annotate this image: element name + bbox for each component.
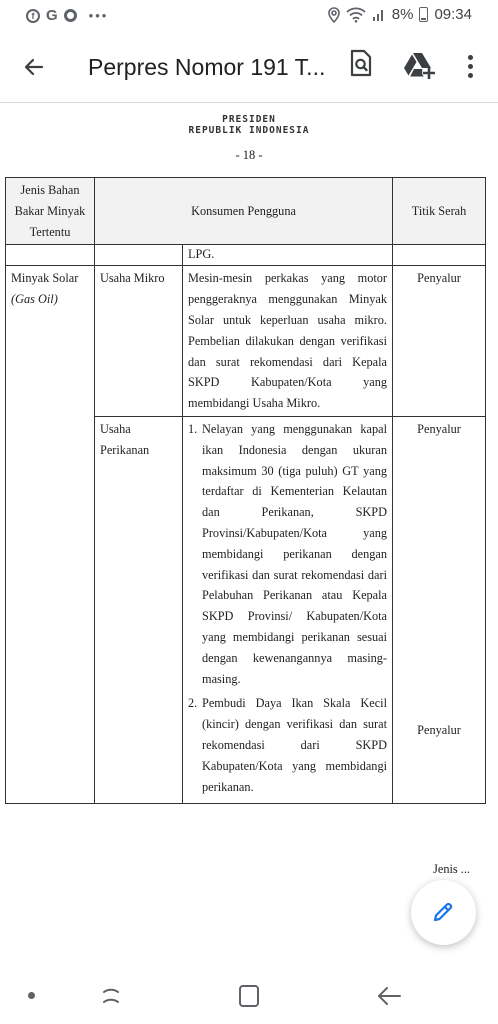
header-jenis: Jenis Bahan Bakar Minyak Tertentu xyxy=(6,178,95,245)
letterhead-republic: REPUBLIK INDONESIA xyxy=(188,125,310,136)
fuel-alias: (Gas Oil) xyxy=(11,292,58,307)
consumer-usaha-perikanan: Usaha Perikanan xyxy=(95,416,183,803)
facebook-icon: f xyxy=(26,9,40,23)
more-options-button[interactable] xyxy=(458,49,482,83)
nav-back-button[interactable] xyxy=(376,984,402,1008)
overflow-dots: ••• xyxy=(88,8,109,23)
header-titik-serah: Titik Serah xyxy=(393,178,486,245)
fuel-table xyxy=(5,177,486,804)
g-icon: G xyxy=(46,7,58,24)
find-in-page-icon xyxy=(348,49,374,77)
find-in-page-button[interactable] xyxy=(348,49,376,79)
nav-dot-indicator xyxy=(28,992,35,999)
system-nav-bar xyxy=(0,968,498,1024)
table-header-row xyxy=(6,178,486,245)
carryover-text: LPG. xyxy=(183,245,393,266)
continuation-text: Jenis ... xyxy=(433,862,470,876)
list-item: 2. Pembudi Daya Ikan Skala Kecil (kincir) dengan verifikasi dan surat rekomendasi dari SKPD Kabupaten/Kota yang membidangi perikanan. xyxy=(188,696,388,794)
desc-usaha-perikanan xyxy=(183,416,393,803)
status-right xyxy=(328,6,472,23)
table-row-carryover xyxy=(6,245,486,266)
status-bar xyxy=(0,0,498,32)
clock: 09:34 xyxy=(434,6,472,23)
add-to-drive-icon xyxy=(403,50,437,80)
add-to-drive-button[interactable] xyxy=(403,50,437,80)
back-arrow-icon xyxy=(22,55,46,79)
nav-back-icon xyxy=(376,984,402,1008)
header-konsumen: Konsumen Pengguna xyxy=(95,178,393,245)
document-title: Perpres Nomor 191 T... xyxy=(88,54,326,80)
titik-usaha-perikanan: Penyalur Penyalur xyxy=(393,416,486,803)
perikanan-list xyxy=(188,419,387,797)
home-button[interactable] xyxy=(239,985,259,1007)
recents-button[interactable] xyxy=(100,986,122,1006)
edit-fab-button[interactable] xyxy=(411,880,476,945)
fuel-name: Minyak Solar xyxy=(11,271,79,286)
list-item: 1. Nelayan yang menggunakan kapal ikan Indonesia dengan ukuran maksimum 30 (tiga puluh) GT yang terdaftar di Kementerian Kelautan dan Perikanan, SKPD Provinsi/Kabupaten/Kota yang membidangi perikanan dengan verifikasi dan surat rekomendasi dari Pelabuhan Perikanan atau Kepala SKPD Provinsi/ Kabupaten/Kota yang membidangi perikanan sesuai dengan kewenangannya masing-masing. xyxy=(188,421,388,686)
fuel-cell xyxy=(6,266,95,804)
battery-percent: 8% xyxy=(391,6,414,23)
notification-icon xyxy=(64,9,77,22)
recents-icon xyxy=(100,986,122,1006)
app-bar xyxy=(0,32,498,103)
back-button[interactable] xyxy=(16,50,52,84)
titik-usaha-mikro: Penyalur xyxy=(393,266,486,417)
wifi-icon xyxy=(346,7,366,23)
page-number: - 18 - xyxy=(235,148,263,162)
more-vertical-icon xyxy=(468,55,473,60)
desc-usaha-mikro: Mesin-mesin perkakas yang motor penggeraknya menggunakan Minyak Solar untuk keperluan usaha mikro. Pembelian dilakukan dengan verifikasi dan surat rekomendasi dari Kepala SKPD Kabupaten/Kota yang membidangi Usaha Mikro. xyxy=(183,266,393,417)
consumer-usaha-mikro: Usaha Mikro xyxy=(95,266,183,417)
document-page xyxy=(0,103,498,983)
location-icon xyxy=(328,7,340,23)
status-left xyxy=(26,7,108,24)
edit-pencil-icon xyxy=(431,900,455,924)
signal-icon xyxy=(372,7,386,22)
battery-icon xyxy=(419,7,428,22)
letterhead-president: PRESIDEN xyxy=(222,114,276,125)
table-row-usaha-mikro xyxy=(6,266,486,417)
